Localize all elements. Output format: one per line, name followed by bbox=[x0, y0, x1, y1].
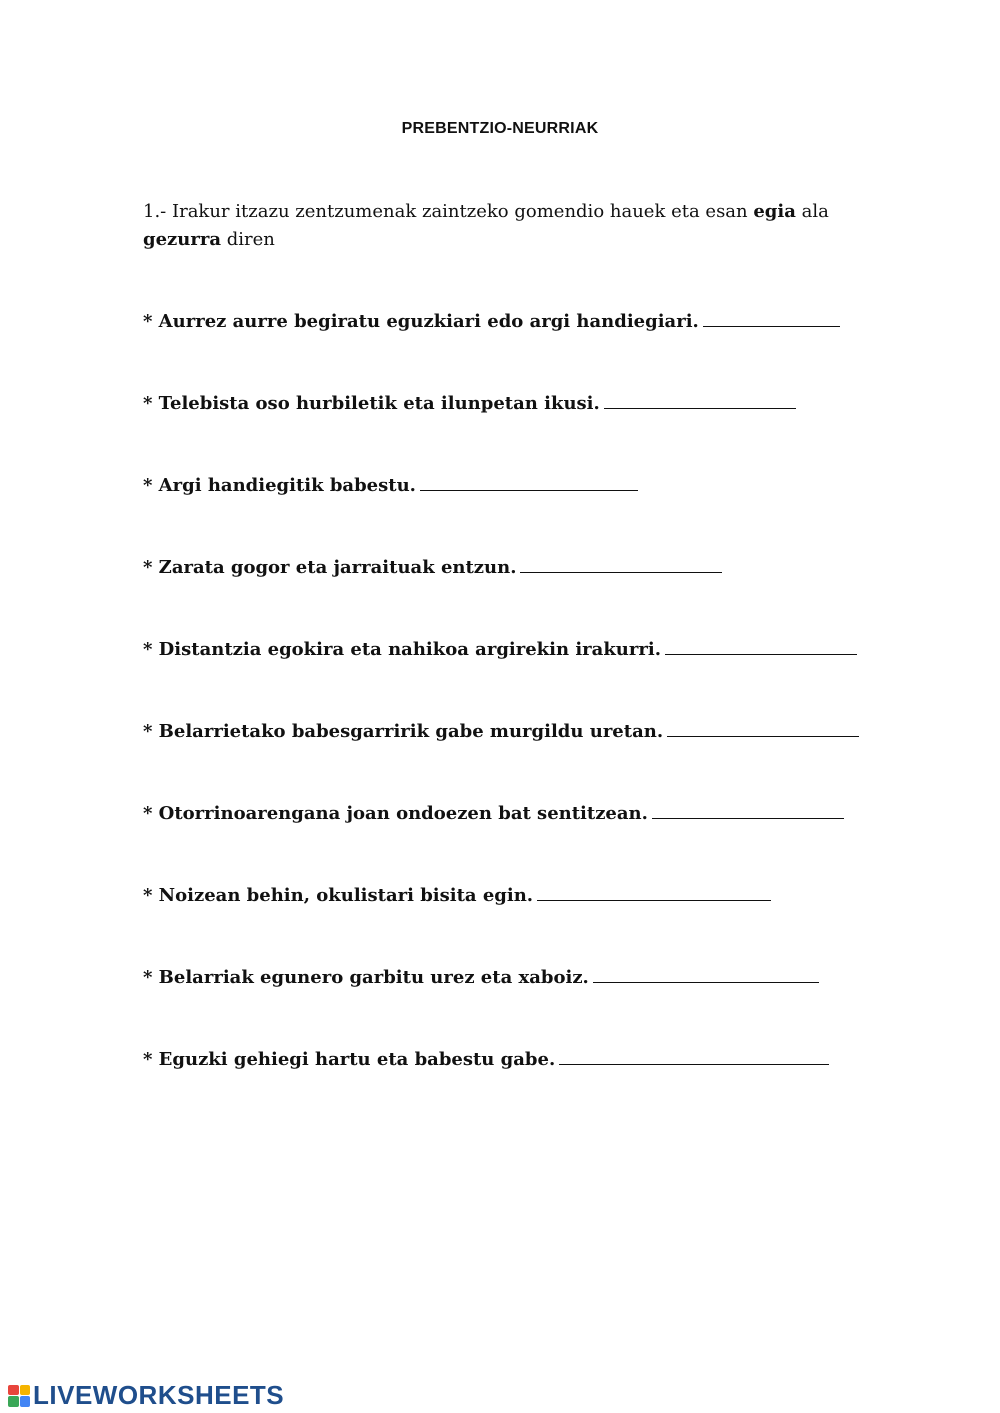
statement-text: * Eguzki gehiegi hartu eta babestu gabe. bbox=[143, 1049, 556, 1070]
statement-list bbox=[143, 309, 883, 1129]
statement-text: * Distantzia egokira eta nahikoa argirekin irakurri. bbox=[143, 639, 661, 660]
statement-text: * Zarata gogor eta jarraituak entzun. bbox=[143, 557, 517, 578]
statement-item bbox=[143, 1047, 883, 1129]
answer-blank[interactable] bbox=[420, 476, 638, 491]
statement-text: * Argi handiegitik babestu. bbox=[143, 475, 416, 496]
page-title: PREBENTZIO-NEURRIAK bbox=[401, 120, 599, 137]
answer-blank[interactable] bbox=[559, 1050, 829, 1065]
logo-square bbox=[8, 1396, 19, 1407]
answer-blank[interactable] bbox=[520, 558, 722, 573]
answer-blank[interactable] bbox=[593, 968, 819, 983]
statement-item bbox=[143, 473, 883, 555]
instructions-text: 1.- Irakur itzazu zentzumenak zaintzeko gomendio hauek eta esan bbox=[143, 201, 754, 222]
keyword-false: gezurra bbox=[143, 229, 221, 250]
statement-item bbox=[143, 391, 883, 473]
answer-blank[interactable] bbox=[703, 312, 840, 327]
statement-text: * Belarrietako babesgarririk gabe murgildu uretan. bbox=[143, 721, 664, 742]
statement-item bbox=[143, 309, 883, 391]
answer-blank[interactable] bbox=[652, 804, 844, 819]
statement-item bbox=[143, 883, 883, 965]
statement-text: * Belarriak egunero garbitu urez eta xaboiz. bbox=[143, 967, 589, 988]
statement-text: * Telebista oso hurbiletik eta ilunpetan ikusi. bbox=[143, 393, 600, 414]
instructions bbox=[143, 198, 863, 254]
keyword-true: egia bbox=[753, 201, 796, 222]
statement-item bbox=[143, 637, 883, 719]
answer-blank[interactable] bbox=[537, 886, 771, 901]
instructions-text: diren bbox=[220, 229, 275, 250]
answer-blank[interactable] bbox=[604, 394, 796, 409]
answer-blank[interactable] bbox=[667, 722, 859, 737]
logo-square bbox=[20, 1385, 31, 1396]
statement-text: * Noizean behin, okulistari bisita egin. bbox=[143, 885, 534, 906]
statement-item bbox=[143, 801, 883, 883]
logo-square bbox=[20, 1396, 31, 1407]
footer-branding bbox=[8, 1380, 284, 1411]
liveworksheets-logo-icon bbox=[8, 1385, 30, 1407]
logo-square bbox=[8, 1385, 19, 1396]
answer-blank[interactable] bbox=[665, 640, 857, 655]
statement-text: * Otorrinoarengana joan ondoezen bat sentitzean. bbox=[143, 803, 648, 824]
instructions-text: ala bbox=[795, 201, 829, 222]
statement-text: * Aurrez aurre begiratu eguzkiari edo argi handiegiari. bbox=[143, 311, 699, 332]
statement-item bbox=[143, 965, 883, 1047]
statement-item bbox=[143, 555, 883, 637]
statement-item bbox=[143, 719, 883, 801]
brand-name: LIVEWORKSHEETS bbox=[33, 1380, 285, 1410]
